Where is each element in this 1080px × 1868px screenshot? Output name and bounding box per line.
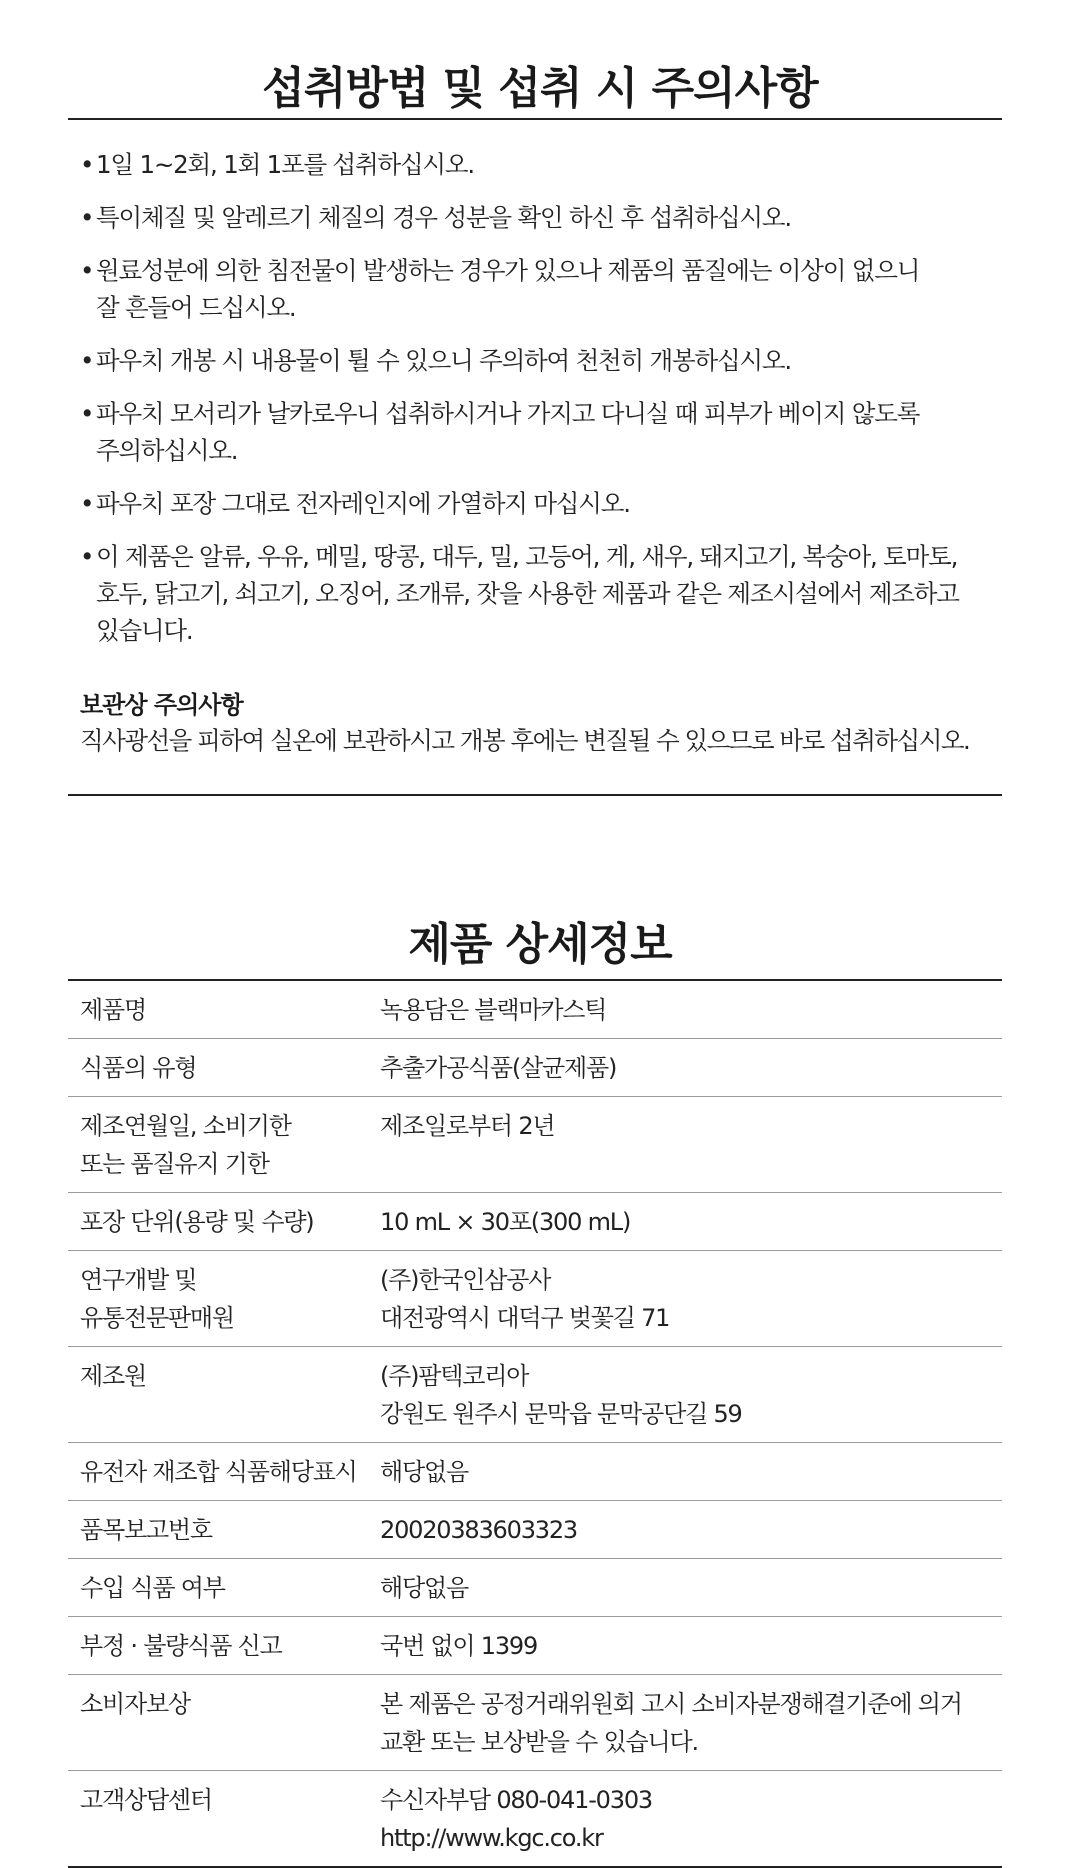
row-label: 제조연월일, 소비기한 또는 품질유지 기한 <box>80 1112 291 1178</box>
storage-caution-text: 직사광선을 피하여 실온에 보관하시고 개봉 후에는 변질될 수 있으므로 바로 섭취하십시오. <box>80 726 970 755</box>
row-label: 제조원 <box>80 1362 146 1390</box>
table-row <box>68 1347 1002 1443</box>
caution-item-allergy-constitution <box>80 199 1010 236</box>
row-value: 20020383603323 <box>380 1516 577 1544</box>
row-label: 포장 단위(용량 및 수량) <box>80 1208 314 1236</box>
row-label: 수입 식품 여부 <box>80 1574 225 1602</box>
table-row <box>68 1193 1002 1251</box>
caution-line: 잘 흔들어 드십시오. <box>96 293 296 322</box>
row-label: 품목보고번호 <box>80 1516 212 1544</box>
storage-caution <box>80 688 1010 760</box>
row-value: 해당없음 <box>380 1458 468 1486</box>
details-section-title: 제품 상세정보 <box>408 918 672 970</box>
row-value: 해당없음 <box>380 1574 468 1602</box>
caution-item-sediment <box>80 252 1010 326</box>
caution-line: • 파우치 포장 그대로 전자레인지에 가열하지 마십시오. <box>96 489 630 518</box>
caution-item-microwave <box>80 485 1010 522</box>
caution-line: 호두, 닭고기, 쇠고기, 오징어, 조개류, 잣을 사용한 제품과 같은 제조시설에서 제조하고 <box>96 579 959 608</box>
row-label: 식품의 유형 <box>80 1054 197 1082</box>
caution-line: • 파우치 개봉 시 내용물이 튈 수 있으니 주의하여 천천히 개봉하십시오. <box>96 346 791 375</box>
row-value: 추출가공식품(살균제품) <box>380 1054 617 1082</box>
table-row <box>68 1251 1002 1347</box>
section-divider-top <box>68 118 1002 120</box>
row-label: 소비자보상 <box>80 1690 190 1718</box>
row-label: 제품명 <box>80 996 146 1024</box>
row-value: 수신자부담 080-041-0303 http://www.kgc.co.kr <box>380 1786 652 1852</box>
caution-item-sharp-edges <box>80 395 1010 469</box>
row-value: 10 mL × 30포(300 mL) <box>380 1208 631 1236</box>
caution-line: 주의하십시오. <box>96 436 238 465</box>
caution-line: • 이 제품은 알류, 우유, 메밀, 땅콩, 대두, 밀, 고등어, 게, 새우, 돼지고기, 복숭아, 토마토, <box>96 542 958 571</box>
caution-item-pouch-opening <box>80 342 1010 379</box>
table-row <box>68 1771 1002 1866</box>
table-row <box>68 1443 1002 1501</box>
table-row <box>68 1675 1002 1771</box>
caution-line: • 1일 1~2회, 1회 1포를 섭취하십시오. <box>96 150 474 179</box>
caution-item-dosage <box>80 146 1010 183</box>
caution-line: • 특이체질 및 알레르기 체질의 경우 성분을 확인 하신 후 섭취하십시오. <box>96 203 791 232</box>
row-label: 부정 · 불량식품 신고 <box>80 1632 282 1660</box>
table-row <box>68 1097 1002 1193</box>
row-label: 연구개발 및 유통전문판매원 <box>80 1266 234 1332</box>
table-row <box>68 1559 1002 1617</box>
row-label: 고객상담센터 <box>80 1786 212 1814</box>
row-value: 제조일로부터 2년 <box>380 1112 555 1140</box>
caution-item-allergen-facility <box>80 538 1010 649</box>
row-value: 본 제품은 공정거래위원회 고시 소비자분쟁해결기준에 의거 교환 또는 보상받을 수 있습니다. <box>380 1690 962 1756</box>
storage-caution-title: 보관상 주의사항 <box>80 691 243 719</box>
row-value: 국번 없이 1399 <box>380 1632 538 1660</box>
caution-line: 있습니다. <box>96 616 193 645</box>
caution-line: • 원료성분에 의한 침전물이 발생하는 경우가 있으나 제품의 품질에는 이상이 없으니 <box>96 256 920 285</box>
row-value: (주)팜텍코리아 강원도 원주시 문막읍 문막공단길 59 <box>380 1362 742 1428</box>
section-divider-bottom <box>68 794 1002 796</box>
table-row <box>68 1617 1002 1675</box>
row-value: (주)한국인삼공사 대전광역시 대덕구 벚꽃길 71 <box>380 1266 670 1332</box>
table-row <box>68 1039 1002 1097</box>
intake-section-title: 섭취방법 및 섭취 시 주의사항 <box>262 63 818 115</box>
row-label: 유전자 재조합 식품해당표시 <box>80 1458 357 1486</box>
row-value: 녹용담은 블랙마카스틱 <box>380 996 607 1024</box>
product-details-table <box>68 979 1002 1868</box>
table-row <box>68 981 1002 1039</box>
caution-line: • 파우치 모서리가 날카로우니 섭취하시거나 가지고 다니실 때 피부가 베이지 않도록 <box>96 399 920 428</box>
table-row <box>68 1501 1002 1559</box>
intake-caution-list <box>80 146 1010 665</box>
